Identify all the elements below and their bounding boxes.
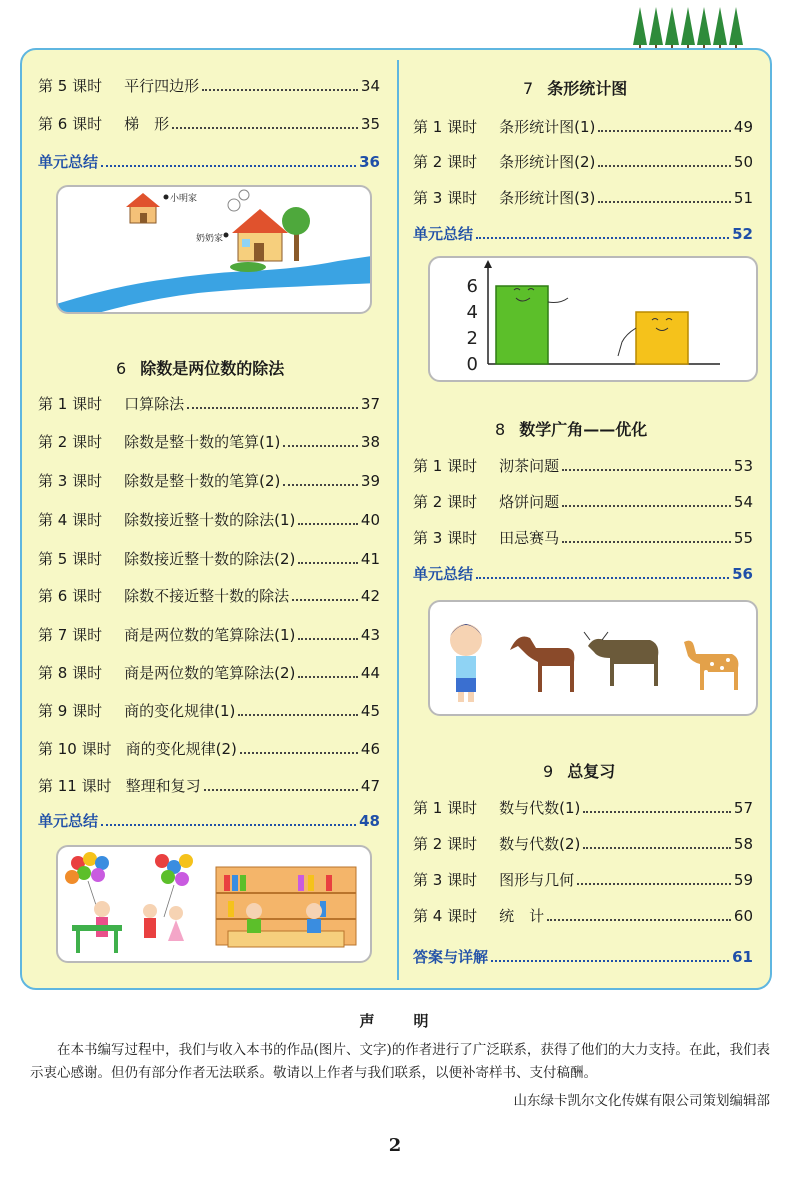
leader-dots: [583, 811, 731, 813]
tree-icon: [282, 207, 310, 261]
lesson-title: 图形与几何: [499, 871, 575, 889]
page-number: 34: [360, 77, 380, 95]
lesson-number: 第 11 课时: [38, 777, 112, 795]
lesson-number: 第 7 课时: [38, 626, 103, 644]
leader-dots: [476, 577, 729, 579]
lesson-number: 第 3 课时: [38, 472, 103, 490]
notice-signature: 山东绿卡凯尔文化传媒有限公司策划编辑部: [513, 1093, 770, 1109]
lesson-number: 第 1 课时: [413, 799, 478, 817]
unit-number: 8: [495, 420, 506, 439]
unit-title: 除数是两位数的除法: [140, 359, 285, 378]
lesson-number: 第 4 课时: [413, 907, 478, 925]
toc-entry[interactable]: [413, 902, 753, 926]
leader-dots: [298, 523, 358, 525]
unit-summary-entry[interactable]: [413, 943, 753, 967]
lesson-title: 商是两位数的笔算除法(2): [124, 664, 296, 682]
unit-summary-entry[interactable]: [413, 220, 753, 244]
lesson-number: 第 2 课时: [413, 493, 478, 511]
lesson-title: 条形统计图(3): [499, 189, 596, 207]
toc-entry[interactable]: [38, 506, 380, 530]
lesson-title: 条形统计图(2): [499, 153, 596, 171]
lesson-title: 除数不接近整十数的除法: [124, 587, 290, 605]
child-figure: [168, 906, 184, 941]
lesson-title: 统 计: [499, 907, 545, 925]
lesson-title: 商的变化规律(2): [125, 740, 237, 758]
page-number: 47: [360, 777, 380, 795]
lesson-title: 烙饼问题: [499, 493, 560, 511]
leader-dots: [577, 883, 731, 885]
animals-illustration: [428, 600, 758, 716]
page-number: 38: [360, 433, 380, 451]
page-number: 43: [360, 626, 380, 644]
toc-entry[interactable]: [38, 72, 380, 96]
notice-title: 声 明: [359, 1012, 441, 1030]
lesson-number: 第 3 课时: [413, 189, 478, 207]
lesson-title: 沏茶问题: [499, 457, 560, 475]
lesson-title: 除数接近整十数的除法(2): [124, 550, 296, 568]
leader-dots: [298, 676, 358, 678]
toc-entry[interactable]: [38, 428, 380, 452]
notice-body: 在本书编写过程中，我们与收入本书的作品(图片、文字)的作者进行了广泛联系，获得了他们的大力支持。在此，我们表示衷心感谢。但仍有部分作者无法联系。敬请以上作者与我们联系，以便补寄样书、支付稿酬。: [30, 1042, 770, 1081]
page-number: 54: [733, 493, 753, 511]
page-number: 59: [733, 871, 753, 889]
leader-dots: [562, 505, 731, 507]
leader-dots: [547, 919, 731, 921]
lesson-title: 条形统计图(1): [499, 118, 596, 136]
unit-8-heading: [495, 417, 647, 440]
lesson-number: 第 10 课时: [38, 740, 112, 758]
unit-6-heading: [116, 356, 284, 379]
house2-label: 奶奶家: [196, 234, 224, 244]
unit-number: 6: [116, 359, 127, 378]
lesson-number: 第 6 课时: [38, 587, 103, 605]
toc-entry[interactable]: [413, 866, 753, 890]
unit-summary-entry[interactable]: [38, 807, 380, 831]
summary-label: 单元总结: [38, 812, 99, 830]
unit-summary-entry[interactable]: [38, 148, 380, 172]
toc-entry[interactable]: [413, 113, 753, 137]
lesson-number: 第 2 课时: [413, 153, 478, 171]
page-number: 56: [732, 565, 753, 583]
unit-9-heading: [543, 759, 615, 782]
leader-dots: [583, 847, 731, 849]
toc-entry[interactable]: [413, 148, 753, 172]
toc-entry[interactable]: [38, 467, 380, 491]
bush: [230, 262, 266, 272]
y-tick-label: 4: [466, 302, 478, 323]
leader-dots: [202, 89, 358, 91]
y-axis-arrow: [484, 260, 492, 268]
house1-label: 小明家: [170, 194, 198, 204]
leader-dots: [240, 752, 358, 754]
notice-section: [30, 1010, 770, 1109]
bar-chart-illustration: [428, 256, 758, 382]
summary-label: 单元总结: [38, 153, 99, 171]
toc-entry[interactable]: [38, 735, 380, 759]
leader-dots: [283, 484, 358, 486]
lesson-number: 第 9 课时: [38, 702, 103, 720]
y-tick-label: 2: [466, 328, 478, 349]
leader-dots: [562, 469, 731, 471]
lesson-number: 第 4 课时: [38, 511, 103, 529]
child-figure: [94, 901, 110, 937]
table-leg: [76, 931, 80, 953]
toc-entry[interactable]: [38, 772, 380, 796]
toc-entry[interactable]: [413, 488, 753, 512]
lesson-number: 第 1 课时: [413, 457, 478, 475]
leader-dots: [562, 541, 731, 543]
lesson-title: 田忌赛马: [499, 529, 560, 547]
page-number: 42: [360, 587, 380, 605]
table: [72, 925, 122, 931]
unit-number: 9: [543, 762, 554, 781]
toc-entry[interactable]: [38, 697, 380, 721]
page-number: 50: [733, 153, 753, 171]
child-figure: [143, 904, 157, 938]
leader-dots: [598, 201, 731, 203]
toc-entry[interactable]: [413, 184, 753, 208]
trees-decoration: [632, 5, 750, 49]
lesson-number: 第 6 课时: [38, 115, 103, 133]
lesson-number: 第 3 课时: [413, 529, 478, 547]
leader-dots: [292, 599, 358, 601]
leader-dots: [598, 130, 731, 132]
map-illustration: [56, 185, 372, 314]
lesson-title: 除数是整十数的笔算(1): [124, 433, 281, 451]
page-number: 39: [360, 472, 380, 490]
page-number: 37: [360, 395, 380, 413]
toc-entry[interactable]: [413, 524, 753, 548]
page-number: 58: [733, 835, 753, 853]
lesson-title: 商的变化规律(1): [124, 702, 236, 720]
toc-entry[interactable]: [38, 582, 380, 606]
leader-dots: [283, 445, 358, 447]
unit-title: 数学广角——优化: [519, 420, 648, 439]
lesson-number: 第 8 课时: [38, 664, 103, 682]
leader-dots: [187, 407, 358, 409]
leader-dots: [204, 789, 358, 791]
lesson-number: 第 5 课时: [38, 550, 103, 568]
lesson-title: 商是两位数的笔算除法(1): [124, 626, 296, 644]
leader-dots: [598, 165, 731, 167]
lesson-title: 数与代数(2): [499, 835, 581, 853]
lesson-number: 第 1 课时: [38, 395, 103, 413]
page-number: 60: [733, 907, 753, 925]
lesson-title: 梯 形: [124, 115, 170, 133]
page-number: 46: [360, 740, 380, 758]
page-number: 52: [732, 225, 753, 243]
unit-number: 7: [523, 79, 534, 98]
page-number: 44: [360, 664, 380, 682]
lesson-title: 平行四边形: [124, 77, 200, 95]
page-number: 51: [733, 189, 753, 207]
leader-dots: [298, 638, 358, 640]
toc-entry[interactable]: [38, 545, 380, 569]
horse-icon: [510, 637, 574, 693]
lesson-number: 第 1 课时: [413, 118, 478, 136]
thought-bubble: [228, 199, 240, 211]
leader-dots: [238, 714, 358, 716]
deer-icon: [684, 641, 738, 690]
bar-green: [496, 286, 548, 364]
page-number: 35: [360, 115, 380, 133]
toc-entry[interactable]: [38, 659, 380, 683]
toc-entry[interactable]: [38, 390, 380, 414]
page-number: 57: [733, 799, 753, 817]
thought-bubble: [239, 190, 249, 200]
toc-entry[interactable]: [413, 830, 753, 854]
page-number: 41: [360, 550, 380, 568]
page-number-footer: 2: [388, 1135, 402, 1156]
toc-entry[interactable]: [413, 794, 753, 818]
lesson-number: 第 3 课时: [413, 871, 478, 889]
summary-label: 单元总结: [413, 225, 474, 243]
children-illustration: [56, 845, 372, 963]
table-leg: [114, 931, 118, 953]
page-number: 36: [359, 153, 380, 171]
toc-entry[interactable]: [38, 621, 380, 645]
y-tick-label: 6: [466, 276, 478, 297]
lesson-title: 数与代数(1): [499, 799, 581, 817]
reading-table: [228, 931, 344, 947]
house-icon: [126, 193, 160, 223]
page-number: 55: [733, 529, 753, 547]
toc-entry[interactable]: [38, 110, 380, 134]
lesson-number: 第 2 课时: [38, 433, 103, 451]
page-number: 40: [360, 511, 380, 529]
column-divider: [397, 60, 399, 980]
river: [58, 255, 370, 312]
unit-title: 总复习: [567, 762, 616, 781]
leader-dots: [476, 237, 729, 239]
boy-figure: [450, 624, 482, 702]
leader-dots: [101, 824, 356, 826]
leader-dots: [491, 960, 729, 962]
lesson-title: 除数是整十数的笔算(2): [124, 472, 281, 490]
page-number: 61: [732, 948, 753, 966]
yak-icon: [584, 632, 658, 686]
lesson-title: 整理和复习: [125, 777, 201, 795]
location-dot: [224, 233, 229, 238]
lesson-number: 第 2 课时: [413, 835, 478, 853]
lesson-title: 口算除法: [124, 395, 185, 413]
unit-7-heading: [523, 76, 627, 99]
location-dot: [164, 195, 169, 200]
unit-summary-entry[interactable]: [413, 560, 753, 584]
summary-label: 单元总结: [413, 565, 474, 583]
y-tick-label: 0: [466, 354, 478, 375]
leader-dots: [101, 165, 356, 167]
page-number: 49: [733, 118, 753, 136]
leader-dots: [298, 562, 358, 564]
house-icon: [232, 209, 288, 261]
balloons-icon: [65, 852, 193, 886]
bar-chart: [430, 258, 756, 380]
bar-yellow: [636, 312, 688, 364]
summary-label: 答案与详解: [413, 948, 489, 966]
lesson-title: 除数接近整十数的除法(1): [124, 511, 296, 529]
leader-dots: [172, 127, 358, 129]
page-number: 45: [360, 702, 380, 720]
page-number: 48: [359, 812, 380, 830]
toc-entry[interactable]: [413, 452, 753, 476]
lesson-number: 第 5 课时: [38, 77, 103, 95]
unit-title: 条形统计图: [547, 79, 628, 98]
page-number: 53: [733, 457, 753, 475]
